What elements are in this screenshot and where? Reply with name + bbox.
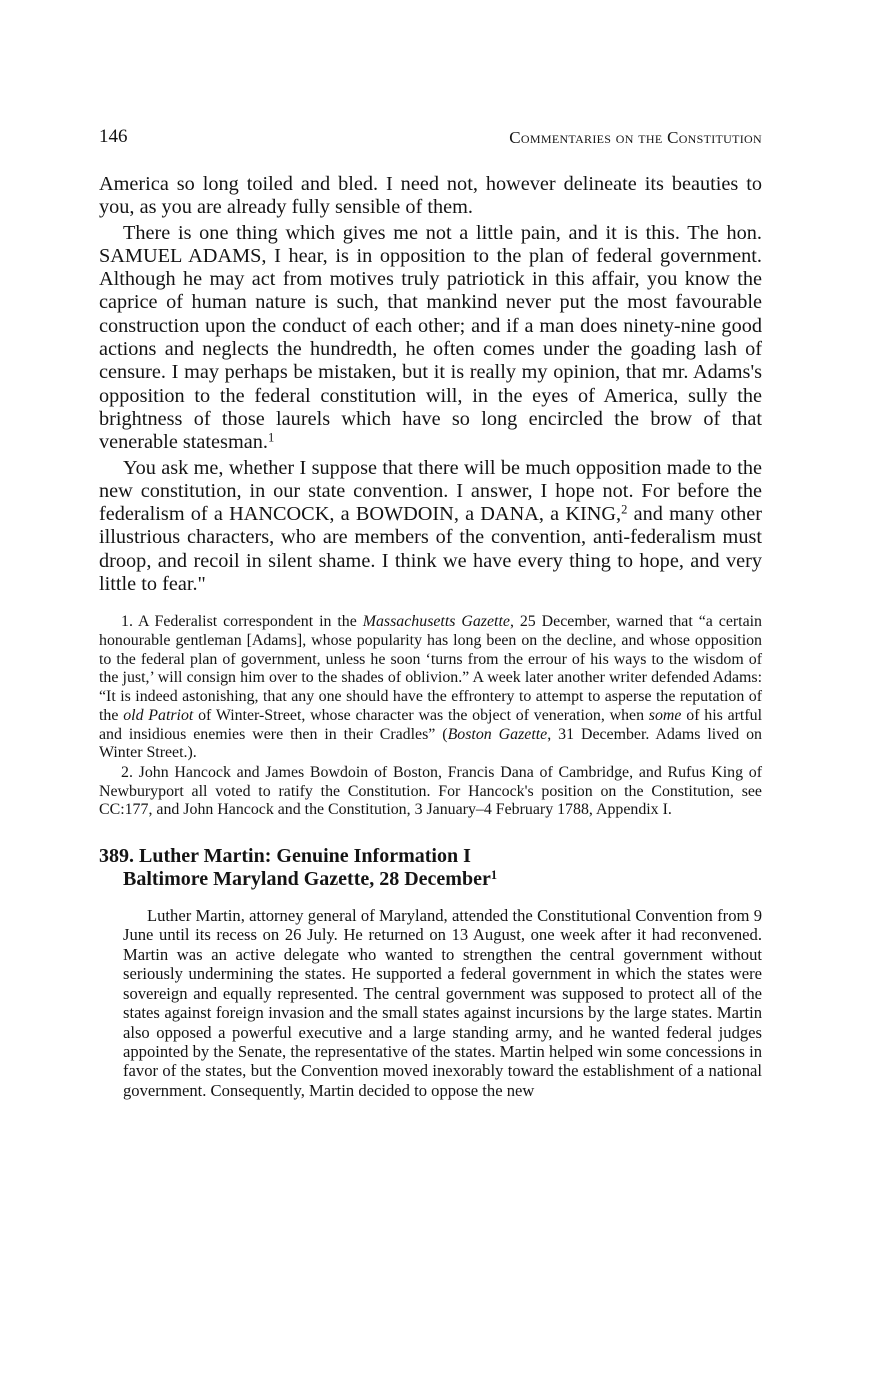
body-paragraph-adams: There is one thing which gives me not a little pain, and it is this. The hon. SAMUEL ADAMS, I hear, is in opposition to the plan of federal government. Although he may act from motives truly patriotick in this affair, you know the caprice of human nature is such, that mankind never put the most favourable construction upon the conduct of each other; and if a man does ninety-nine good actions and neglects the hundredth, he often comes under the goading lash of censure. I may perhaps be mistaken, but it is really my opinion, that mr. Adams's opposition to the federal constitution will, in the eyes of America, sully the brightness of those laurels which have so long encircled the brow of that venerable statesman.$^1$ [99, 221, 762, 454]
running-header [99, 122, 762, 154]
running-title: Commentaries on the Constitution [509, 128, 762, 147]
page-number: 146 [99, 126, 128, 147]
intro-paragraph: Luther Martin, attorney general of Maryland, attended the Constitutional Convention from 9 June until its recess on 26 July. He returned on 13 August, one week after it had reconvened. Martin was an active delegate who wanted to strengthen the central government without seriously undermining the states. He supported a federal government in which the states were sovereign and equally represented. The central government was supposed to protect all of the states against foreign invasion and the small states against incursions by the large states. Martin also opposed a powerful executive and a large standing army, and he wanted federal judges appointed by the Senate, the representative of the states. Martin helped win some concessions in favor of the states, but the Convention moved inexorably toward the establishment of a national government. Consequently, Martin decided to oppose the new [123, 906, 762, 1100]
section-source: Baltimore Maryland Gazette, 28 December$^1$ [123, 867, 498, 891]
body-paragraph-continued: America so long toiled and bled. I need not, however delineate its beauties to you, as you are already fully sensible of them. [99, 173, 762, 219]
section-title: 389. Luther Martin: Genuine Information I [99, 845, 471, 868]
footnote-ref-2: 2 [621, 502, 628, 517]
footnotes [99, 613, 762, 820]
footnote-2: 2. John Hancock and James Bowdoin of Boston, Francis Dana of Cambridge, and Rufus King of Newburyport all voted to ratify the Constitution. For Hancock's position on the Constitution, see CC:177, and John Hancock and the Constitution, 3 January–4 February 1788, Appendix I. [99, 763, 762, 819]
heading-footnote-ref: 1 [490, 867, 498, 882]
document-page [99, 122, 762, 1100]
body-paragraph-convention: You ask me, whether I suppose that there will be much opposition made to the new constitution, in our state convention. I answer, I hope not. For before the federalism of a HANCOCK, a BOWDOIN, a DANA, a KING,$^2$ and many other illustrious characters, who are members of the convention, anti-federalism must droop, and recoil in silent shame. I think we have every thing to hope, and very little to fear." [99, 456, 763, 596]
editorial-introduction [99, 906, 762, 1100]
footnote-1: 1. A Federalist correspondent in the Massachusetts Gazette, 25 December, warned that “a certain honourable gentleman [Adams], whose popularity has long been on the decline, and whose opposition to the federal plan of government, unless he soon ‘turns from the errour of his ways to the wisdom of the just,’ will consign him over to the shades of oblivion.” A week later another writer defended Adams: “It is indeed astonishing, that any one should have the effrontery to attempt to asperse the reputation of the old Patriot of Winter-Street, whose character was the object of veneration, when some of his artful and insidious enemies were then in their Cradles” (Boston Gazette, 31 December. Adams lived on Winter Street.). [99, 613, 763, 762]
section-heading [99, 845, 762, 891]
footnote-ref-1: 1 [267, 430, 275, 445]
letter-body [99, 173, 762, 596]
